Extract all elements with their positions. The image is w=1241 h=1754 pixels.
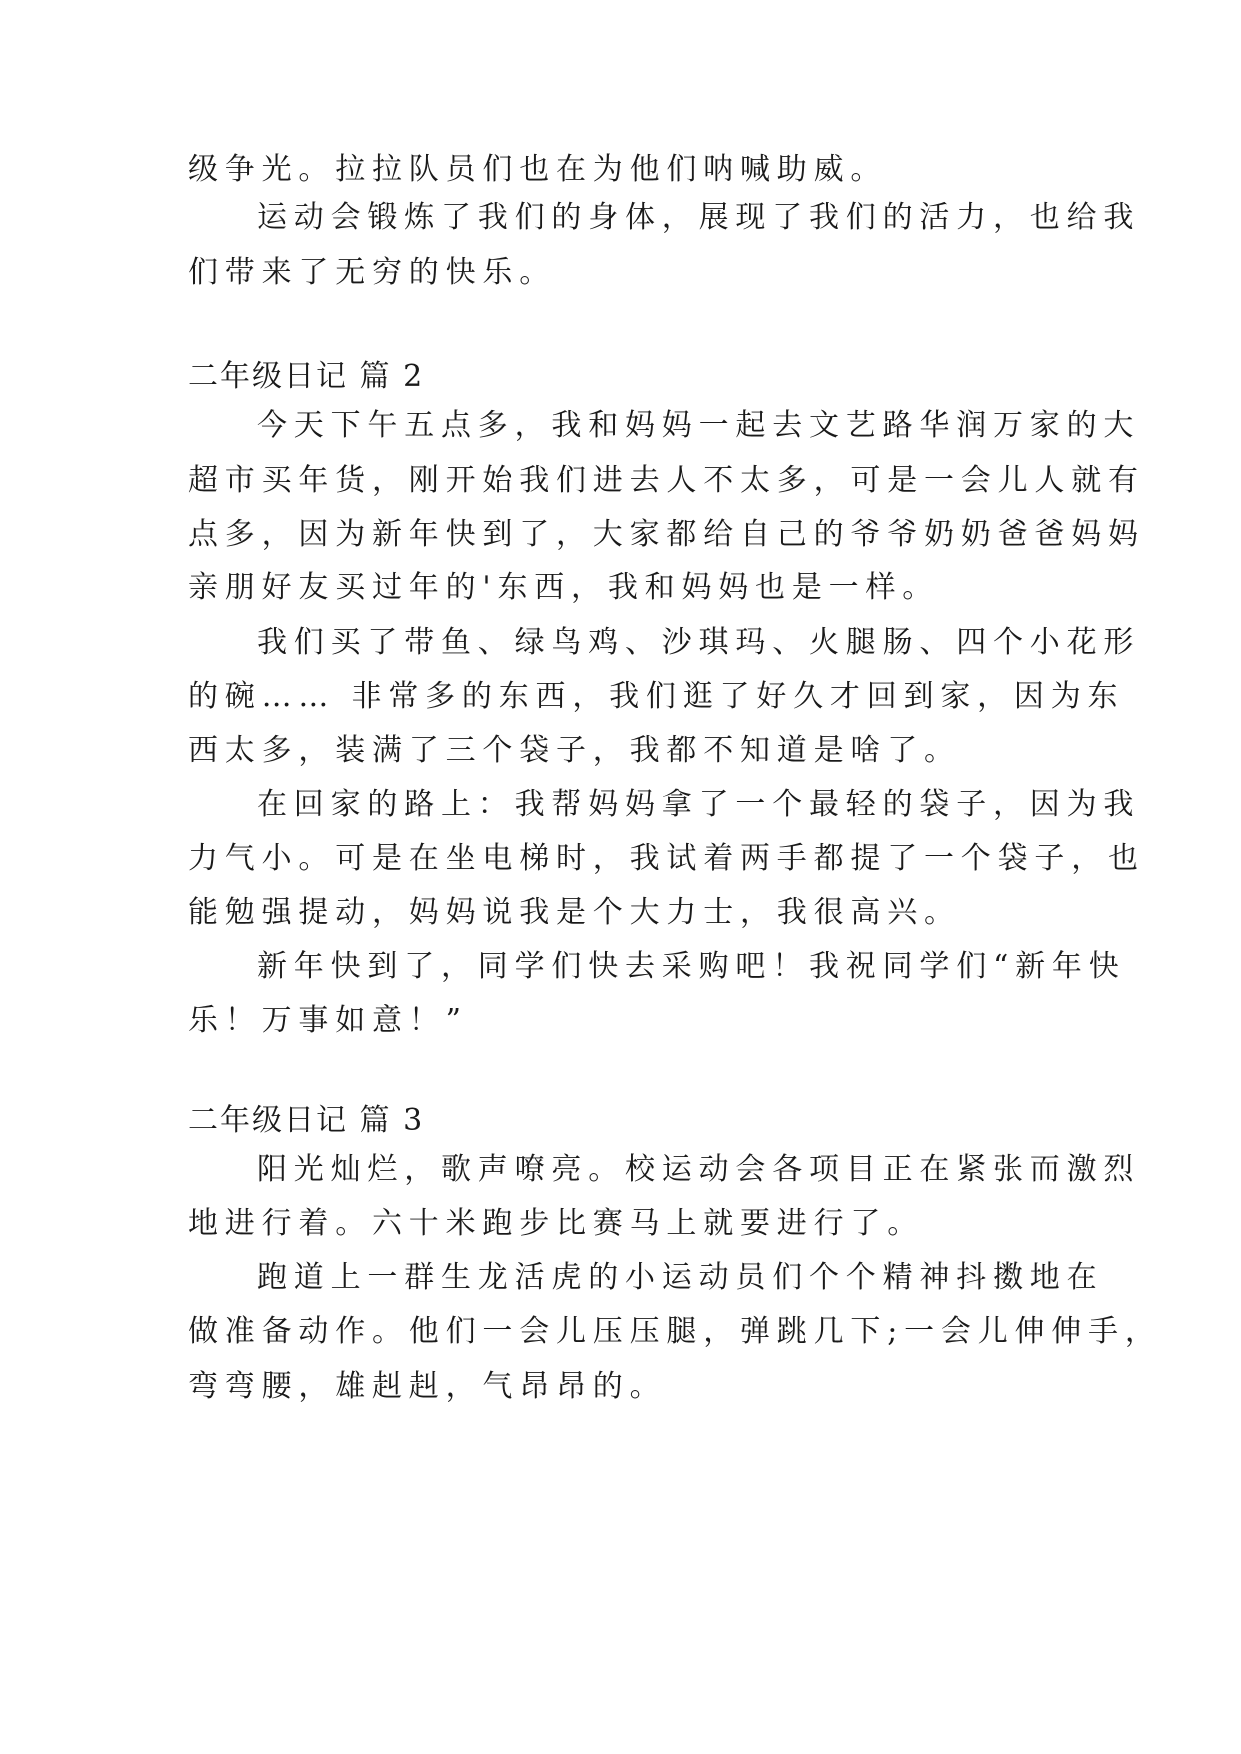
- paragraph-line: 新年快到了，同学们快去采购吧！我祝同学们“新年快: [257, 949, 1126, 984]
- paragraph-line: 的碗…… 非常多的东西，我们逛了好久才回到家，因为东: [188, 679, 1125, 714]
- paragraph-line: 弯弯腰，雄赳赳，气昂昂的。: [188, 1369, 667, 1404]
- section-title: 二年级日记 篇 3: [188, 1103, 425, 1138]
- paragraph-line: 今天下午五点多，我和妈妈一起去文艺路华润万家的大: [257, 408, 1141, 443]
- paragraph-line: 地进行着。六十米跑步比赛马上就要进行了。: [188, 1206, 924, 1241]
- paragraph-line: 亲朋好友买过年的'东西，我和妈妈也是一样。: [188, 570, 940, 605]
- paragraph-line: 力气小。可是在坐电梯时，我试着两手都提了一个袋子，也: [188, 841, 1145, 876]
- paragraph-line: 们带来了无穷的快乐。: [188, 255, 556, 290]
- paragraph-line: 西太多，装满了三个袋子，我都不知道是啥了。: [188, 733, 961, 768]
- paragraph-line: 阳光灿烂，歌声嘹亮。校运动会各项目正在紧张而激烈: [257, 1152, 1141, 1187]
- paragraph-line: 我们买了带鱼、绿鸟鸡、沙琪玛、火腿肠、四个小花形: [257, 625, 1141, 660]
- paragraph-line: 跑道上一群生龙活虎的小运动员们个个精神抖擞地在: [257, 1260, 1104, 1295]
- paragraph-line: 在回家的路上：我帮妈妈拿了一个最轻的袋子，因为我: [257, 787, 1141, 822]
- paragraph-line: 乐！万事如意！”: [188, 1003, 468, 1038]
- paragraph-line: 能勉强提动，妈妈说我是个大力士，我很高兴。: [188, 895, 961, 930]
- section-title: 二年级日记 篇 2: [188, 359, 425, 394]
- paragraph-line: 运动会锻炼了我们的身体，展现了我们的活力，也给我: [257, 200, 1141, 235]
- paragraph-line: 点多，因为新年快到了，大家都给自己的爷爷奶奶爸爸妈妈: [188, 517, 1145, 552]
- paragraph-line: 级争光。拉拉队员们也在为他们呐喊助威。: [188, 152, 888, 187]
- paragraph-line: 做准备动作。他们一会儿压压腿，弹跳几下;一会儿伸伸手，: [188, 1314, 1162, 1349]
- paragraph-line: 超市买年货，刚开始我们进去人不太多，可是一会儿人就有: [188, 463, 1145, 498]
